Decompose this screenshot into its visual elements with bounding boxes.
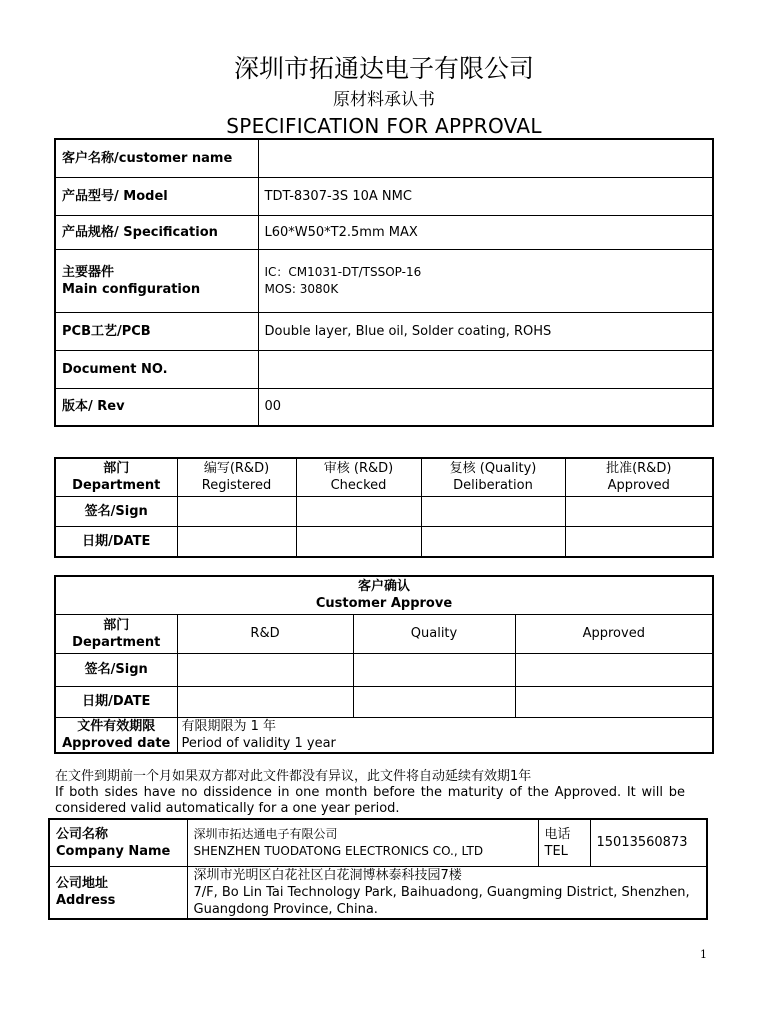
table-row [55, 614, 713, 653]
registered-header-en: Registered [201, 478, 272, 494]
sign-cell[interactable] [515, 653, 713, 686]
validity-label [55, 717, 177, 753]
registered-header-cn: 编写(R&D) [203, 461, 270, 477]
address-label-cn: 公司地址 [56, 876, 109, 891]
page-number: 1 [700, 948, 707, 961]
company-name-label-en: Company Name [56, 843, 171, 859]
table-row [55, 139, 713, 177]
model-value: TDT-8307-3S 10A NMC [258, 177, 713, 215]
table-row [55, 177, 713, 215]
date-cell[interactable] [421, 526, 565, 557]
internal-approval-table [54, 457, 714, 558]
address-value [187, 866, 707, 919]
sign-cell[interactable] [565, 496, 713, 526]
company-name-en: SHENZHEN TUODATONG ELECTRONICS CO., LTD [193, 843, 484, 858]
validity-note-en: If both sides have no dissidence in one month before the maturity of the Approved. It will be considered valid automatically for a one year period. [55, 785, 685, 816]
validity-value [177, 717, 713, 753]
specification-label: 产品规格/ Specification [55, 215, 258, 249]
approved-header-cn: 批准(R&D) [606, 461, 672, 477]
company-name-label [49, 819, 187, 866]
registered-header [177, 458, 296, 496]
table-row [55, 215, 713, 249]
date-cell[interactable] [353, 686, 515, 717]
sign-label: 签名/Sign [55, 653, 177, 686]
mos-value: MOS: 3080K [264, 281, 339, 296]
validity-value-en: Period of validity 1 year [181, 735, 336, 751]
tel-label [538, 819, 590, 866]
deliberation-header-cn: 复核 (Quality) [449, 461, 537, 477]
address-en: 7/F, Bo Lin Tai Technology Park, Baihuadong, Guangming District, Shenzhen, Guangdong Province, China. [193, 884, 690, 917]
sign-cell[interactable] [177, 653, 353, 686]
date-cell[interactable] [296, 526, 421, 557]
rev-value: 00 [258, 388, 713, 426]
approved-header: Approved [515, 614, 713, 653]
sign-label: 签名/Sign [55, 496, 177, 526]
customer-approve-title-en: Customer Approve [315, 596, 453, 612]
quality-header: Quality [353, 614, 515, 653]
company-name-label-cn: 公司名称 [56, 826, 109, 842]
document-no-label: Document NO. [55, 350, 258, 388]
document-no-value [258, 350, 713, 388]
table-row [55, 496, 713, 526]
model-label: 产品型号/ Model [55, 177, 258, 215]
address-cn: 深圳市光明区白花社区白花洞博林泰科技园7楼 [193, 867, 462, 883]
ic-value: IC：CM1031-DT/TSSOP-16 [264, 264, 422, 279]
table-row [49, 819, 707, 866]
department-header-cn: 部门 [103, 461, 130, 477]
rd-header: R&D [177, 614, 353, 653]
date-cell[interactable] [177, 686, 353, 717]
deliberation-header [421, 458, 565, 496]
deliberation-header-en: Deliberation [453, 478, 533, 494]
department-header [55, 458, 177, 496]
customer-approve-title-cn: 客户确认 [358, 579, 411, 595]
date-label: 日期/DATE [55, 686, 177, 717]
checked-header-cn: 审核 (R&D) [323, 461, 394, 477]
customer-name-label: 客户名称/customer name [55, 139, 258, 177]
specification-title: SPECIFICATION FOR APPROVAL [226, 114, 542, 138]
date-cell[interactable] [177, 526, 296, 557]
sign-cell[interactable] [296, 496, 421, 526]
rev-label: 版本/ Rev [55, 388, 258, 426]
main-configuration-value [258, 249, 713, 312]
table-row [55, 249, 713, 312]
customer-approve-title [55, 576, 713, 614]
department-header-en: Department [72, 634, 161, 650]
checked-header-en: Checked [330, 478, 387, 494]
sign-cell[interactable] [177, 496, 296, 526]
table-row [55, 576, 713, 614]
department-header-cn: 部门 [103, 617, 130, 633]
department-header-en: Department [72, 478, 161, 494]
company-info-table [48, 818, 708, 920]
date-cell[interactable] [515, 686, 713, 717]
validity-note-cn: 在文件到期前一个月如果双方都对此文件都没有异议，此文件将自动延续有效期1年 [55, 769, 532, 784]
validity-label-cn: 文件有效期限 [77, 718, 156, 734]
approved-header [565, 458, 713, 496]
sign-cell[interactable] [353, 653, 515, 686]
table-row [55, 350, 713, 388]
customer-name-value [258, 139, 713, 177]
main-configuration-label-en: Main configuration [62, 281, 201, 297]
sign-cell[interactable] [421, 496, 565, 526]
company-name-cn: 深圳市拓达通电子有限公司 [193, 826, 338, 841]
product-info-table [54, 138, 714, 427]
table-row [55, 312, 713, 350]
date-cell[interactable] [565, 526, 713, 557]
approved-header-en: Approved [607, 478, 670, 494]
date-label: 日期/DATE [55, 526, 177, 557]
specification-value: L60*W50*T2.5mm MAX [258, 215, 713, 249]
validity-label-en: Approved date [62, 735, 171, 751]
department-header [55, 614, 177, 653]
address-label [49, 866, 187, 919]
validity-note [55, 769, 685, 817]
tel-value: 15013560873 [590, 819, 707, 866]
pcb-label: PCB工艺/PCB [55, 312, 258, 350]
pcb-value: Double layer, Blue oil, Solder coating, ROHS [258, 312, 713, 350]
table-row [55, 653, 713, 686]
tel-label-en: TEL [544, 843, 568, 859]
table-row [55, 388, 713, 426]
main-configuration-label-cn: 主要器件 [62, 264, 115, 280]
table-row [55, 717, 713, 753]
main-configuration-label [55, 249, 258, 312]
company-name-value [187, 819, 538, 866]
validity-value-cn: 有限期限为 1 年 [181, 718, 277, 734]
address-label-en: Address [56, 893, 116, 908]
document-subtitle: 原材料承认书 [333, 90, 435, 110]
table-row [49, 866, 707, 919]
table-row [55, 458, 713, 496]
checked-header [296, 458, 421, 496]
tel-label-cn: 电话 [544, 826, 571, 842]
company-title: 深圳市拓通达电子有限公司 [233, 54, 534, 83]
customer-approve-table [54, 575, 714, 754]
table-row [55, 526, 713, 557]
table-row [55, 686, 713, 717]
